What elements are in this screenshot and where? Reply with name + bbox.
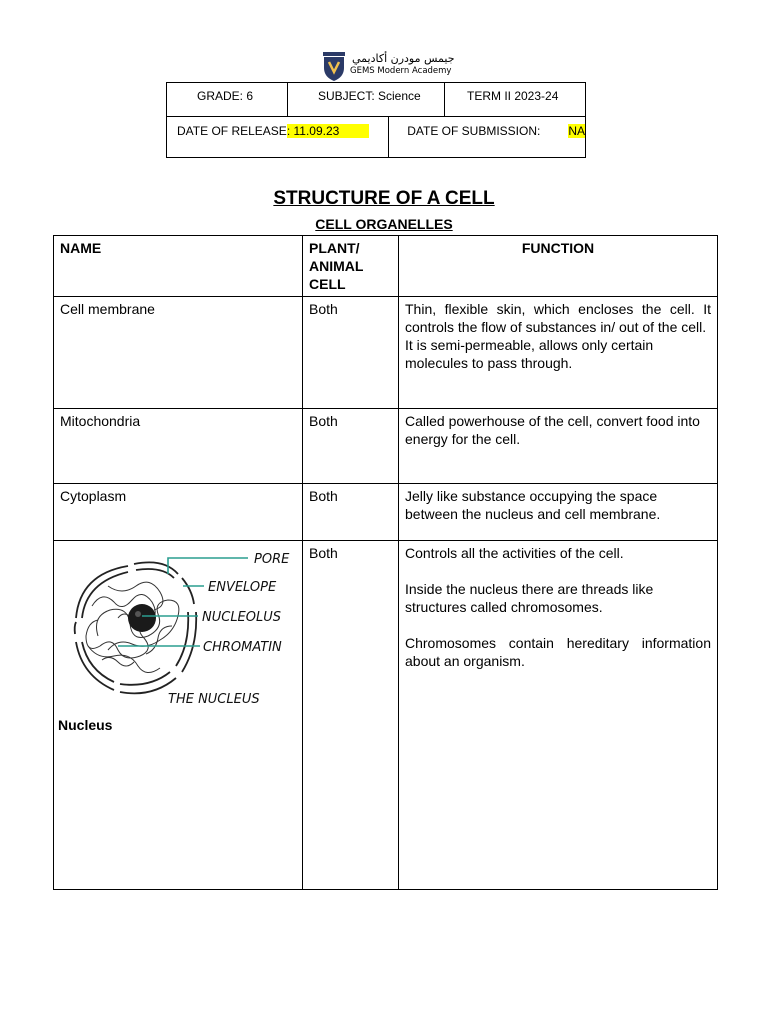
organelle-type: Both [303, 484, 399, 541]
release-date: 11.09.23 [293, 124, 340, 138]
organelle-function: Jelly like substance occupying the space between the nucleus and cell membrane. [399, 484, 718, 541]
submission-cell [389, 117, 586, 158]
organelle-type: Both [303, 541, 399, 890]
diagram-label-nucleolus: NUCLEOLUS [202, 610, 282, 625]
release-label: DATE OF RELEASE [177, 124, 287, 138]
table-row [54, 541, 718, 890]
school-logo [320, 48, 460, 82]
header-info-table [166, 82, 586, 158]
logo-arabic-text: جيمس مودرن أكاديمي [352, 52, 455, 65]
organelles-table [53, 235, 718, 890]
organelle-function: Thin, flexible skin, which encloses the cell. It controls the flow of substances in/ out of the cell. It is semi-permeable, allows only certain molecules to pass through. [399, 297, 718, 409]
diagram-label-pore: PORE [254, 552, 290, 567]
release-colon: : [286, 124, 294, 138]
nucleus-diagram [58, 546, 298, 716]
diagram-caption: THE NUCLEUS [168, 692, 260, 707]
diagram-label-chromatin: CHROMATIN [203, 640, 282, 655]
nucleus-cell [54, 541, 303, 890]
page-subtitle: CELL ORGANELLES [315, 216, 453, 232]
table-header-row [54, 236, 718, 297]
subject-cell [288, 83, 445, 117]
organelle-name: Cell membrane [54, 297, 303, 409]
organelle-name: Nucleus [58, 717, 113, 733]
submission-label: DATE OF SUBMISSION: [407, 124, 541, 138]
table-row [54, 484, 718, 541]
logo-english-text: GEMS Modern Academy [350, 66, 452, 76]
page-title: STRUCTURE OF A CELL [273, 188, 495, 209]
grade-text: GRADE: 6 [197, 89, 254, 103]
table-row [54, 409, 718, 484]
organelle-type: Both [303, 409, 399, 484]
grade-cell [167, 83, 288, 117]
header-plant-animal: PLANT/ ANIMAL CELL [303, 236, 399, 297]
organelle-name: Mitochondria [54, 409, 303, 484]
release-cell [167, 117, 389, 158]
shield-icon [322, 52, 346, 82]
table-row [54, 297, 718, 409]
organelle-function: Called powerhouse of the cell, convert food into energy for the cell. [399, 409, 718, 484]
organelle-function: Controls all the activities of the cell. Inside the nucleus there are threads like structures called chromosomes. Chromosomes contain hereditary information about an organism. [399, 541, 718, 890]
organelle-name: Cytoplasm [54, 484, 303, 541]
header-name: NAME [54, 236, 303, 297]
submission-value: NA [568, 124, 585, 138]
header-function: FUNCTION [399, 236, 718, 297]
term-cell [445, 83, 586, 117]
subject-text: SUBJECT: Science [318, 89, 421, 103]
term-text: TERM II 2023-24 [467, 89, 559, 103]
organelle-type: Both [303, 297, 399, 409]
diagram-label-envelope: ENVELOPE [208, 580, 277, 595]
